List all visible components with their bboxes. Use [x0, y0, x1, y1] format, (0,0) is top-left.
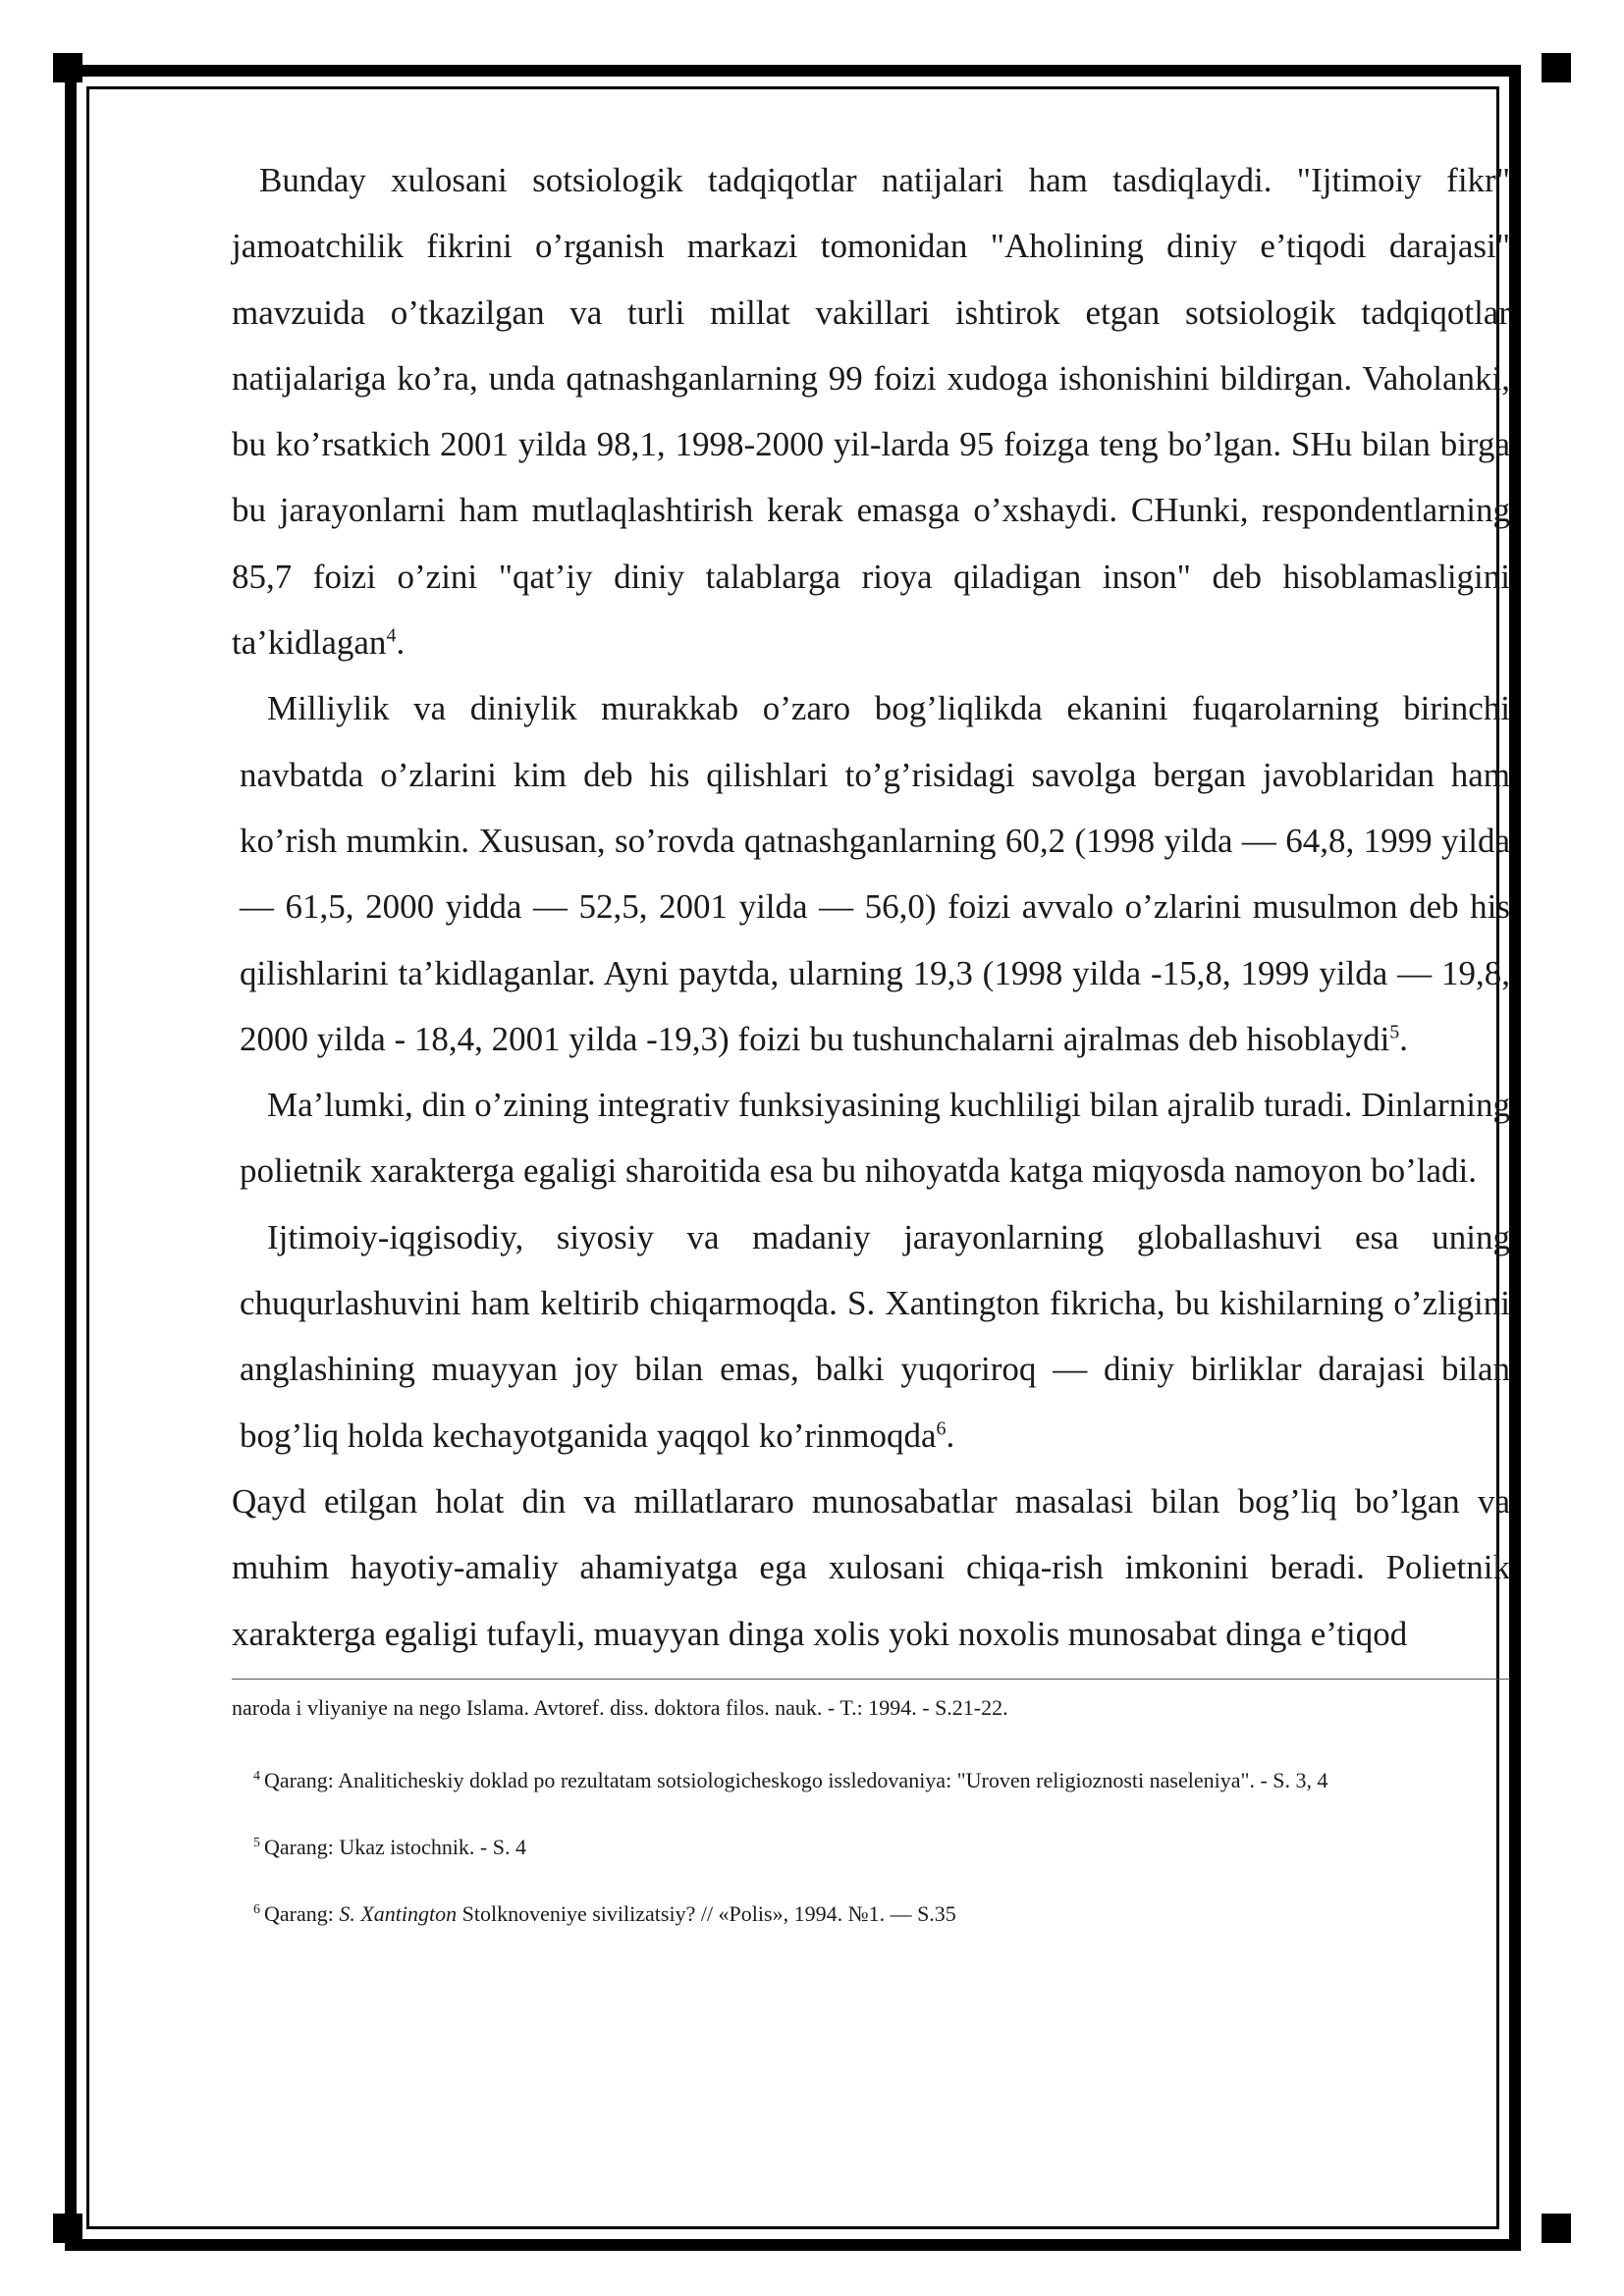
footnote-4: [232, 1766, 1441, 1795]
paragraph-2: [232, 675, 1510, 1072]
footnote-6-author: S. Xantington: [339, 1900, 458, 1926]
footnote-ref-5[interactable]: 5: [1389, 1021, 1400, 1043]
paragraph-1-text: Bunday xulosani sotsiologik tadqiqotlar natijalari ham tasdiqlaydi. "Ijtimoiy fikr" jamoatchilik fikrini o’rganish markazi tomonidan "Aholining diniy e’tiqodi darajasi" mavzuida o’tkazilgan va turli millat vakillari ishtirok etgan sotsiologik tadqiqotlar natijalariga ko’ra, unda qatnashganlarning 99 foizi xudoga ishonishini bildirgan. Vaholanki, bu ko’rsatkich 2001 yilda 98,1, 1998-2000 yil-larda 95 foizga teng bo’lgan. SHu bilan birga bu jarayonlarni ham mutlaqlashtirish kerak emasga o’xshaydi. CHunki, respondentlarning 85,7 foizi o’zini "qat’iy diniy talablarga rioya qiladigan inson" deb hisoblamasligini ta’kidlagan: [232, 161, 1510, 663]
footnote-ref-4[interactable]: 4: [386, 624, 397, 647]
footnote-6-prefix: Qarang:: [264, 1900, 340, 1926]
paragraph-3: [232, 1072, 1510, 1204]
paragraph-2-text: Milliylik va diniylik murakkab o’zaro bog’liqlikda ekanini fuqarolarning birinchi navbatda o’zlarini kim deb his qilishlari to’g’risidagi savolga bergan javoblaridan ham ko’rish mumkin. Xususan, so’rovda qatnashganlarning 60,2 (1998 yilda — 64,8, 1999 yilda — 61,5, 2000 yidda — 52,5, 2001 yilda — 56,0) foizi avvalo o’zlarini musulmon deb his qilishlarini ta’kidlaganlar. Ayni paytda, ularning 19,3 (1998 yilda -15,8, 1999 yilda — 19,8, 2000 yilda - 18,4, 2001 yilda -19,3) foizi bu tushunchalarni ajralmas deb hisoblaydi: [240, 689, 1510, 1058]
document-page: [232, 147, 1510, 1929]
footnote-6-text: Stolknoveniye sivilizatsiy? // «Polis», 1994. №1. — S.35: [457, 1900, 956, 1926]
footnote-separator: [232, 1679, 1510, 1680]
border-corner-bottom-left: [53, 2214, 82, 2243]
footnote-6: [232, 1899, 1510, 1929]
paragraph-2-tail: .: [1399, 1019, 1409, 1058]
border-corner-bottom-right: [1542, 2214, 1571, 2243]
footnote-continued: naroda i vliyaniye na nego Islama. Avtoref. diss. doktora filos. nauk. - T.: 1994. - S.21-22.: [232, 1694, 1008, 1720]
paragraph-5: [232, 1468, 1510, 1667]
footnote-ref-6[interactable]: 6: [936, 1416, 947, 1439]
paragraph-5-text: Qayd etilgan holat din va millatlararo munosabatlar masalasi bilan bog’liq bo’lgan va muhim hayotiy-amaliy ahamiyatga ega xulosani chiqa-rish imkonini beradi. Polietnik xarakterga egaligi tufayli, muayyan dinga xolis yoki noxolis munosabat dinga e’tiqod: [232, 1481, 1510, 1653]
footnote-5-text: Qarang: Ukaz istochnik. - S. 4: [264, 1834, 526, 1859]
paragraph-4-text: Ijtimoiy-iqgisodiy, siyosiy va madaniy jarayonlarning globallashuvi esa uning chuqurlashuvini ham keltirib chiqarmoqda. S. Xantington fikricha, bu kishilarning o’zligini anglashining muayyan joy bilan emas, balki yuqoriroq — diniy birliklar darajasi bilan bog’liq holda kechayotganida yaqqol ko’rinmoqda: [240, 1217, 1510, 1455]
footnote-5: [232, 1833, 1510, 1862]
border-corner-top-right: [1542, 53, 1571, 82]
footnote-4-text: Qarang: Analiticheskiy doklad po rezultatam sotsiologicheskogo issledovaniya: "Uroven religioznosti naseleniya". - S. 3, 4: [264, 1767, 1328, 1792]
footnote-4-number: 4: [253, 1768, 260, 1784]
paragraph-3-text: Ma’lumki, din o’zining integrativ funksiyasining kuchliligi bilan ajralib turadi. Dinlarning polietnik xarakterga egaligi sharoitida esa bu nihoyatda katga miqyosda namoyon bo’ladi.: [240, 1086, 1510, 1191]
footnote-6-number: 6: [253, 1901, 260, 1917]
paragraph-1: [232, 147, 1510, 675]
border-corner-top-left: [53, 53, 82, 82]
paragraph-1-tail: .: [396, 623, 406, 663]
paragraph-4-tail: .: [946, 1415, 955, 1455]
footnote-5-number: 5: [253, 1835, 260, 1850]
paragraph-4: [232, 1204, 1510, 1468]
